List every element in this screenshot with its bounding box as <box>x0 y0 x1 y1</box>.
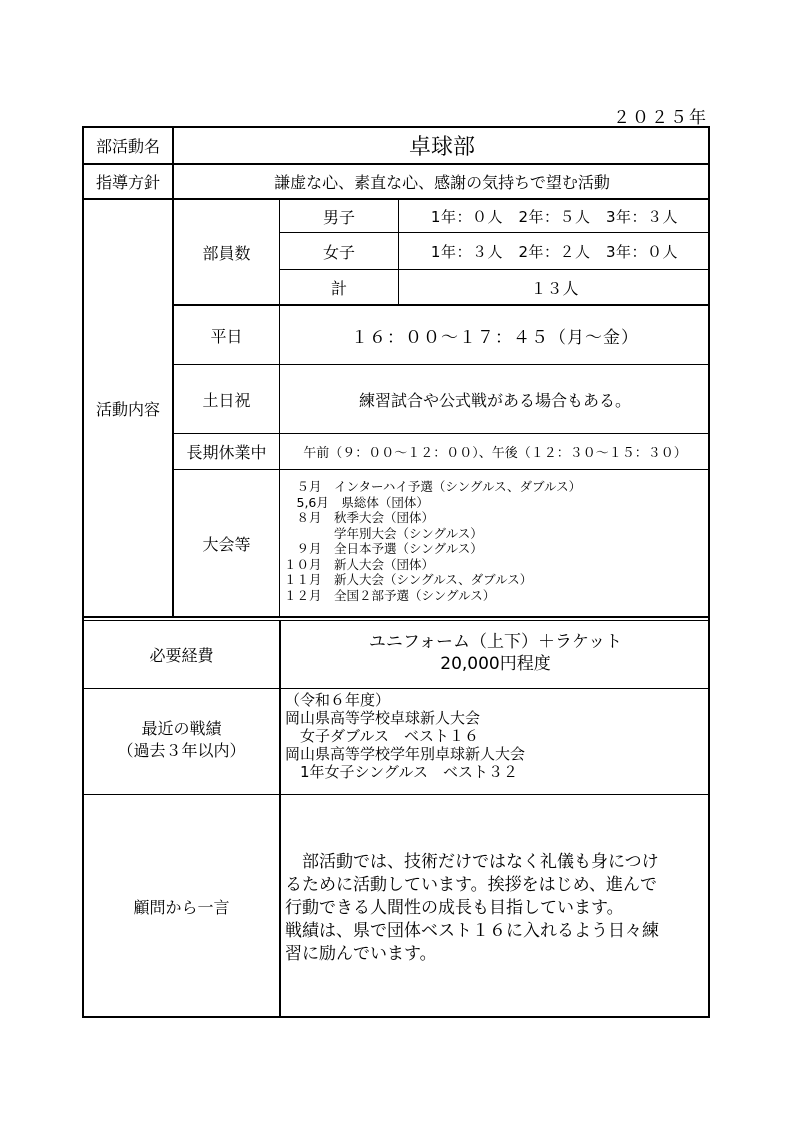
results-line: 1年女子シングルス ベスト３２ <box>285 763 518 781</box>
results-line: 岡山県高等学校卓球新人大会 <box>285 709 481 727</box>
advisor-line: 行動できる人間性の成長も目指しています。 <box>285 898 624 918</box>
club-info-table <box>82 126 710 1018</box>
policy-text: 謙虚な心、素直な心、感謝の気持ちで望む活動 <box>172 163 710 198</box>
results-label-line: （過去３年以内） <box>117 741 246 760</box>
advisor-line: 習に励んでいます。 <box>285 944 437 964</box>
weekday-label: 平日 <box>172 304 279 364</box>
members-male-label: 男子 <box>279 198 398 232</box>
list-item: 学年別大会（シングルス） <box>284 525 483 541</box>
members-total-value: １３人 <box>398 269 710 304</box>
advisor-line: るために活動しています。挨拶をはじめ、進んで <box>285 875 657 895</box>
holiday-label: 長期休業中 <box>172 433 279 469</box>
advisor-line: 戦績は、県で団体ベスト１６に入れるよう日々練 <box>285 921 659 941</box>
members-female-label: 女子 <box>279 232 398 269</box>
results-label-line: 最近の戦績 <box>141 719 222 738</box>
results-line: 女子ダブルス ベスト１６ <box>285 727 479 745</box>
list-item: ５月 インターハイ予選（シングルス、ダブルス） <box>284 479 582 494</box>
list-item: １０月 新人大会（団体） <box>284 556 435 572</box>
weekend-label: 土日祝 <box>172 364 279 433</box>
list-item: １１月 新人大会（シングルス、ダブルス） <box>284 572 533 587</box>
weekday-value: １６：００～１７：４５（月～金） <box>279 304 710 364</box>
advisor-comment <box>279 794 710 1018</box>
members-label: 部員数 <box>172 198 279 304</box>
members-male-value: 1年：０人 2年：５人 3年：３人 <box>398 198 710 232</box>
tournaments-list <box>279 469 710 618</box>
club-name: 卓球部 <box>172 128 710 163</box>
list-item: ９月 全日本予選（シングルス） <box>284 541 483 556</box>
members-female-value: 1年：３人 2年：２人 3年：０人 <box>398 232 710 269</box>
advisor-line: 部活動では、技術だけではなく礼儀も身につけ <box>285 852 659 872</box>
tournaments-label: 大会等 <box>172 469 279 618</box>
weekend-value: 練習試合や公式戦がある場合もある。 <box>279 364 710 433</box>
results-label <box>84 688 279 794</box>
cost-label: 必要経費 <box>84 620 279 688</box>
list-item: ８月 秋季大会（団体） <box>284 510 435 525</box>
club-name-label: 部活動名 <box>95 137 160 156</box>
cost-line: 20,000円程度 <box>440 654 551 674</box>
holiday-value: 午前（９：００～１２：００）、午後（１２：３０～１５：３０） <box>279 433 710 469</box>
document-year: ２０２５年 <box>613 108 708 128</box>
cost-line: ユニフォーム（上下）＋ラケット <box>368 632 623 652</box>
cost-value <box>279 620 710 688</box>
list-item: １２月 全国２部予選（シングルス） <box>284 587 496 603</box>
results-line: （令和６年度） <box>285 691 391 709</box>
members-total-label: 計 <box>279 269 398 304</box>
results-value <box>279 688 710 794</box>
policy-label: 指導方針 <box>84 163 172 198</box>
advisor-label: 顧問から一言 <box>84 794 279 1018</box>
activity-label: 活動内容 <box>84 198 172 618</box>
list-item: 5,6月 県総体（団体） <box>284 494 429 510</box>
results-line: 岡山県高等学校学年別卓球新人大会 <box>285 745 526 763</box>
